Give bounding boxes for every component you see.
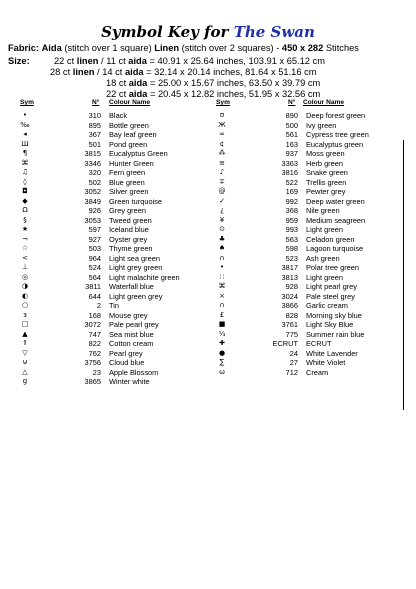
floss-number: 3756	[84, 358, 101, 367]
stitch-symbol: Ш	[21, 139, 29, 148]
colour-name: Pond green	[109, 139, 148, 149]
colour-name: Thyme green	[109, 244, 153, 253]
stitch-symbol: ♣	[218, 234, 226, 243]
colour-name: Pale pearl grey	[109, 320, 159, 329]
stitch-symbol: ∷	[219, 272, 225, 281]
size-dimensions: = 32.14 x 20.14 inches, 81.64 x 51.16 cm	[146, 67, 317, 77]
floss-number: 598	[285, 244, 298, 253]
floss-number: 27	[289, 358, 298, 367]
size-fabric-alt: aida	[128, 56, 147, 66]
colour-name: Light green	[306, 225, 343, 234]
size-count: 28 ct	[50, 67, 71, 77]
stitch-symbol: ⊥	[21, 263, 29, 271]
floss-number: 501	[88, 139, 101, 149]
stitch-symbol: ◎	[21, 272, 29, 281]
colour-name: Polar tree green	[306, 263, 359, 272]
stitch-symbol: ¢	[219, 139, 225, 148]
colour-name: Garlic cream	[306, 301, 348, 310]
colour-name: Oyster grey	[109, 234, 148, 244]
size-row	[50, 67, 316, 78]
colour-name: Moss green	[306, 149, 345, 158]
floss-number: 747	[88, 329, 101, 339]
floss-number: 3761	[281, 320, 298, 329]
stitch-symbol: ¬	[22, 234, 28, 243]
floss-number: 563	[285, 234, 298, 244]
size-count-alt: 22 ct	[106, 89, 127, 99]
stitch-symbol: g	[22, 377, 28, 385]
stitch-symbol: ⇑	[22, 339, 28, 347]
size-fabric-alt: aida	[124, 67, 144, 77]
pattern-name: The Swan	[233, 23, 315, 41]
colour-name: Summer rain blue	[306, 329, 365, 339]
colour-name: Ivy green	[306, 120, 337, 130]
floss-number: 524	[88, 263, 101, 272]
header-name-left: Colour Name	[109, 99, 151, 106]
stitch-symbol: ¥	[219, 215, 225, 224]
stitch-symbol: ★	[21, 225, 29, 233]
colour-name: ECRUT	[306, 339, 332, 348]
fabric-linen-note: (stitch over 2 squares) -	[181, 43, 280, 53]
fabric-label: Fabric:	[8, 43, 39, 53]
floss-number: 890	[285, 111, 298, 120]
stitch-symbol: §	[23, 215, 27, 224]
floss-number: 168	[88, 310, 101, 320]
stitch-symbol: ⁂	[218, 149, 226, 157]
floss-number: 367	[88, 130, 101, 139]
stitch-symbol: ɜ	[23, 310, 27, 319]
stitch-symbol: ω	[219, 367, 225, 376]
floss-number: 561	[285, 130, 298, 139]
floss-number: 959	[285, 215, 298, 225]
colour-name: Pewter grey	[306, 187, 346, 196]
header-num-left: N°	[92, 99, 100, 106]
header-name-right: Colour Name	[303, 99, 345, 106]
floss-number: 3815	[84, 149, 101, 158]
stitch-symbol: ⊙	[219, 225, 225, 233]
colour-name: Fern green	[109, 168, 146, 177]
stitch-symbol: ◂	[23, 130, 27, 138]
colour-name: Pearl grey	[109, 348, 143, 358]
floss-number: 3363	[281, 158, 298, 168]
colour-name: Nile green	[306, 206, 340, 215]
floss-number: 564	[88, 272, 101, 282]
floss-number: 3866	[281, 301, 298, 310]
floss-number: 992	[285, 196, 298, 206]
colour-name: Blue green	[109, 177, 145, 187]
colour-name: Cream	[306, 367, 329, 377]
floss-number: 23	[92, 367, 101, 377]
stitch-symbol: ×	[219, 291, 225, 300]
floss-number: 762	[88, 348, 101, 358]
stitch-symbol: ♪	[219, 168, 225, 176]
header-num-right: N°	[288, 99, 296, 106]
fabric-aida-note: (stitch over 1 square)	[64, 43, 152, 53]
floss-number: 927	[88, 234, 101, 244]
colour-name: Pale steel grey	[306, 291, 355, 301]
floss-number: 3052	[84, 187, 101, 196]
stitch-symbol: ◑	[21, 282, 29, 290]
colour-name: White Lavender	[306, 348, 358, 358]
size-count: 22 ct	[54, 56, 75, 66]
colour-name: Bottle green	[109, 120, 149, 130]
header-sym-left: Sym	[20, 99, 34, 106]
stitch-symbol: ◊	[23, 177, 27, 186]
colour-name: Light grey green	[109, 263, 163, 272]
colour-name: Green turquoise	[109, 196, 162, 206]
colour-name: Tin	[109, 301, 119, 310]
colour-name: Cloud blue	[109, 358, 145, 367]
colour-name: Eucalyptus green	[306, 139, 364, 149]
floss-number: 3816	[281, 168, 298, 177]
stitch-count: 450 x 282	[281, 43, 324, 53]
colour-name: Celadon green	[306, 234, 355, 244]
stitch-symbol: ♫	[21, 168, 29, 176]
stitch-symbol: ∩	[219, 253, 225, 262]
size-fabric-alt: aida	[128, 89, 148, 99]
floss-number: 320	[88, 168, 101, 177]
floss-number: 368	[285, 206, 298, 215]
floss-number: 895	[88, 120, 101, 130]
floss-number: 775	[285, 329, 298, 339]
colour-name: Iceland blue	[109, 225, 149, 234]
colour-name: Lagoon turquoise	[306, 244, 364, 253]
stitch-symbol: ●	[218, 348, 226, 357]
stitch-symbol: £	[219, 310, 225, 319]
size-dimensions: = 25.00 x 15.67 inches, 63.50 x 39.79 cm	[149, 78, 321, 88]
header-sym-right: Sym	[216, 99, 230, 106]
floss-number: 310	[88, 111, 101, 120]
floss-number: 822	[88, 339, 101, 348]
stitch-symbol: ▲	[22, 329, 28, 338]
colour-name: Light green grey	[109, 291, 163, 301]
stitch-symbol: ☆	[21, 244, 29, 252]
colour-name: Ash green	[306, 253, 340, 263]
floss-number: 644	[88, 291, 101, 301]
size-row	[106, 78, 320, 89]
colour-name: Light malachite green	[109, 272, 180, 282]
size-label: Size:	[8, 56, 30, 66]
stitch-symbol: ◆	[22, 196, 28, 205]
stitch-symbol: •	[219, 263, 225, 271]
colour-name: Cotton cream	[109, 339, 154, 348]
colour-name: Black	[109, 111, 128, 120]
colour-name: Waterfall blue	[109, 282, 154, 291]
stitch-symbol: ∑	[219, 358, 225, 366]
stitch-symbol: ⌘	[21, 158, 29, 167]
fabric-aida: Aida	[41, 43, 62, 53]
stitch-symbol: Ω	[22, 206, 28, 214]
colour-name: Deep forest green	[306, 111, 366, 120]
colour-name: Light pearl grey	[306, 282, 357, 291]
stitches-word: Stitches	[325, 43, 359, 53]
stitch-symbol: ■	[218, 320, 226, 328]
colour-name: Cypress tree green	[306, 130, 369, 139]
stitch-symbol: ▽	[22, 348, 28, 357]
floss-number: 3849	[84, 196, 101, 206]
colour-name: Eucalyptus Green	[109, 149, 168, 158]
colour-name: Deep water green	[306, 196, 365, 206]
floss-number: 3024	[281, 291, 298, 301]
colour-name: Apple Blossom	[109, 367, 159, 377]
colour-name: White Violet	[306, 358, 346, 367]
floss-number: 993	[285, 225, 298, 234]
floss-number: 24	[289, 348, 298, 358]
stitch-symbol: ⌘	[218, 282, 226, 290]
size-dimensions: = 20.45 x 12.82 inches, 51.95 x 32.56 cm	[149, 89, 321, 99]
stitch-symbol: ♠	[218, 244, 226, 252]
stitch-symbol: ✚	[219, 339, 225, 347]
floss-number: 3813	[281, 272, 298, 282]
floss-number: 2	[96, 301, 101, 310]
stitch-symbol: ¶	[22, 149, 28, 157]
stitch-symbol: ¿	[220, 206, 224, 214]
floss-number: 597	[88, 225, 101, 234]
stitch-symbol: ∓	[219, 177, 225, 186]
colour-name: Hunter Green	[109, 158, 154, 168]
colour-name: Tweed green	[109, 215, 152, 225]
floss-number: 163	[285, 139, 298, 149]
colour-name: Snake green	[306, 168, 348, 177]
floss-number: 500	[285, 120, 298, 130]
colour-name: Grey green	[109, 206, 146, 215]
size-fabric: linen	[76, 56, 99, 66]
floss-number: 502	[88, 177, 101, 187]
floss-number: 169	[285, 187, 298, 196]
floss-number: 3053	[84, 215, 101, 225]
floss-number: 926	[88, 206, 101, 215]
page-edge-line	[403, 140, 404, 410]
stitch-symbol: ≡	[219, 158, 225, 167]
colour-name: Sea mist blue	[109, 329, 154, 339]
fabric-line	[8, 43, 359, 53]
colour-name: Trellis green	[306, 177, 347, 187]
colour-name: Bay leaf green	[109, 130, 157, 139]
floss-number: 928	[285, 282, 298, 291]
stitch-symbol: •	[22, 111, 28, 119]
floss-number: 3865	[84, 377, 101, 386]
stitch-symbol: ∩	[219, 301, 225, 309]
stitch-symbol: <	[22, 253, 28, 262]
floss-number: 712	[285, 367, 298, 377]
stitch-symbol: ✓	[219, 196, 225, 205]
size-count-alt: / 11 ct	[101, 56, 126, 66]
colour-name: Light green	[306, 272, 343, 282]
size-dimensions: = 40.91 x 25.64 inches, 103.91 x 65.12 cm	[149, 56, 325, 66]
colour-name: Herb green	[306, 158, 343, 168]
stitch-symbol: ◘	[22, 187, 28, 195]
floss-number: 937	[285, 149, 298, 158]
stitch-symbol: ⊎	[22, 358, 28, 366]
colour-name: Silver green	[109, 187, 149, 196]
floss-number: 522	[285, 177, 298, 187]
floss-number: 3811	[85, 282, 101, 291]
floss-number: 3072	[84, 320, 101, 329]
stitch-symbol: ◐	[21, 291, 29, 300]
stitch-symbol: ○	[21, 301, 29, 309]
floss-number: 828	[285, 310, 298, 320]
size-fabric-alt: aida	[128, 78, 148, 88]
stitch-symbol: Ж	[218, 120, 226, 129]
size-row	[54, 56, 325, 67]
colour-name: Light sea green	[109, 253, 160, 263]
stitch-symbol: □	[21, 320, 29, 328]
colour-name: Winter white	[109, 377, 150, 386]
floss-number: 3346	[84, 158, 101, 168]
colour-name: Morning sky blue	[306, 310, 362, 320]
floss-number: 3817	[281, 263, 298, 272]
floss-number: 503	[88, 244, 101, 253]
stitch-symbol: ‰	[20, 120, 30, 129]
colour-name: Mouse grey	[109, 310, 148, 320]
stitch-symbol: △	[22, 367, 28, 376]
size-count-alt: 18 ct	[106, 78, 127, 88]
stitch-symbol: ʊ	[219, 111, 225, 119]
colour-name: Medium seagreen	[306, 215, 366, 225]
floss-number: 523	[285, 253, 298, 263]
stitch-symbol: ∞	[219, 130, 225, 138]
fabric-linen: Linen	[154, 43, 180, 53]
size-fabric: linen	[72, 67, 95, 77]
stitch-symbol: ⅓	[218, 329, 226, 338]
floss-number: ECRUT	[272, 339, 298, 348]
page-title	[0, 23, 416, 41]
colour-name: Light Sky Blue	[306, 320, 354, 329]
size-count-alt: / 14 ct	[97, 67, 123, 77]
floss-number: 964	[88, 253, 101, 263]
title-prefix: Symbol Key for	[101, 23, 229, 41]
stitch-symbol: @	[218, 187, 226, 195]
